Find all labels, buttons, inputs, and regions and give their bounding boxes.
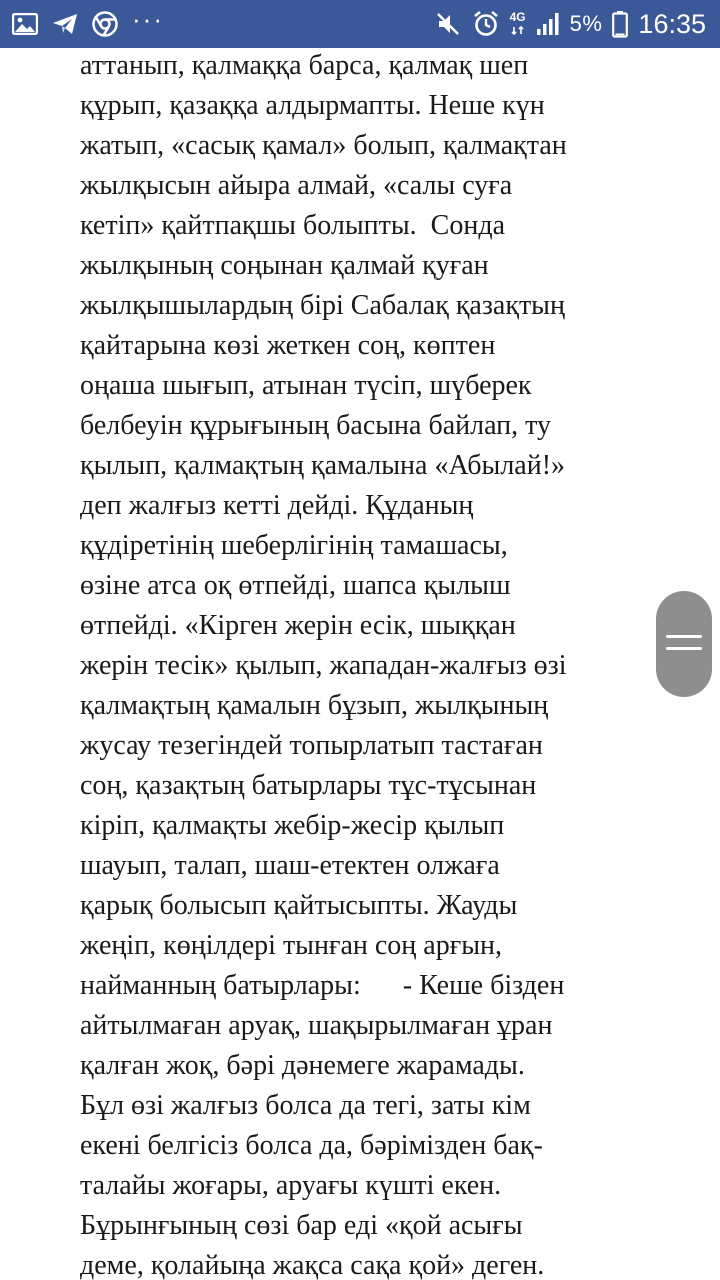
text-line: кіріп, қалмақты жебір-жесір қылып xyxy=(80,810,505,841)
text-line: жеңіп, көңілдері тынған соң арғын, xyxy=(80,930,502,961)
text-line: шауып, талап, шаш-етектен олжаға xyxy=(80,850,500,881)
text-line: оңаша шығып, атынан түсіп, шүберек xyxy=(80,370,532,401)
text-line: екені белгісіз болса да, бәрімізден бақ- xyxy=(80,1130,543,1161)
text-line: қарық болысып қайтысыпты. Жауды xyxy=(80,890,518,921)
text-line: деп жалғыз кетті дейді. Құданың xyxy=(80,490,474,521)
mute-icon xyxy=(436,12,462,36)
alarm-icon xyxy=(472,10,500,38)
clock: 16:35 xyxy=(638,8,706,39)
grip-line-icon xyxy=(666,647,702,650)
notification-icons xyxy=(12,0,164,48)
signal-icon xyxy=(536,12,560,36)
text-line: қалған жоқ, бәрі дәнемеге жарамады. xyxy=(80,1050,525,1081)
text-line: аттанып, қалмаққа барса, қалмақ шеп xyxy=(80,50,529,81)
battery-icon xyxy=(612,10,628,38)
text-line: Бұрынғының сөзі бар еді «қой асығы xyxy=(80,1210,523,1241)
text-line: найманның батырлары: - Кеше бізден xyxy=(80,970,565,1001)
more-notifications-icon: ··· xyxy=(132,4,164,34)
text-line: айтылмаған аруақ, шақырылмаған ұран xyxy=(80,1010,553,1041)
text-line: жерін тесік» қылып, жападан-жалғыз өзі xyxy=(80,650,567,681)
text-line: өтпейді. «Кірген жерін есік, шыққан xyxy=(80,610,516,641)
telegram-icon xyxy=(52,13,78,35)
status-bar xyxy=(0,0,720,48)
text-line: жылқысын айыра алмай, «салы суға xyxy=(80,170,513,201)
text-line: өзіне атса оқ өтпейді, шапса қылыш xyxy=(80,570,511,601)
grip-line-icon xyxy=(666,635,702,638)
text-line: жылқының соңынан қалмай қуған xyxy=(80,250,489,281)
network-indicator xyxy=(510,11,526,37)
document-text xyxy=(80,46,660,1280)
text-line: қалмақтың қамалын бұзып, жылқының xyxy=(80,690,549,721)
text-line: соң, қазақтың батырлары тұс-тұсынан xyxy=(80,770,537,801)
text-line: қылып, қалмақтың қамалына «Абылай!» xyxy=(80,450,566,481)
text-line: жусау тезегіндей топырлатып тастаған xyxy=(80,730,543,761)
chrome-icon xyxy=(92,11,118,37)
text-line: белбеуін құрығының басына байлап, ту xyxy=(80,410,552,441)
text-line: деме, қолайыңа жақса сақа қой» деген. xyxy=(80,1250,545,1280)
text-line: талайы жоғары, аруағы күшті екен. xyxy=(80,1170,502,1201)
text-line: құрып, қазаққа алдырмапты. Неше күн xyxy=(80,90,545,121)
text-line: қайтарына көзі жеткен соң, көптен xyxy=(80,330,496,361)
network-type: 4G xyxy=(509,10,526,24)
text-line: жылқышылардың бірі Сабалақ қазақтың xyxy=(80,290,565,321)
text-line: жатып, «сасық қамал» болып, қалмақтан xyxy=(80,130,567,161)
system-icons xyxy=(436,0,706,48)
text-line: құдіретінің шеберлігінің тамашасы, xyxy=(80,530,508,561)
wifi-icon xyxy=(511,25,525,37)
battery-percent: 5% xyxy=(569,11,603,36)
fast-scroll-handle[interactable] xyxy=(656,591,712,697)
image-icon xyxy=(12,13,38,35)
text-line: кетіп» қайтпақшы болыпты. Сонда xyxy=(80,210,506,241)
text-line: Бұл өзі жалғыз болса да тегі, заты кім xyxy=(80,1090,531,1121)
